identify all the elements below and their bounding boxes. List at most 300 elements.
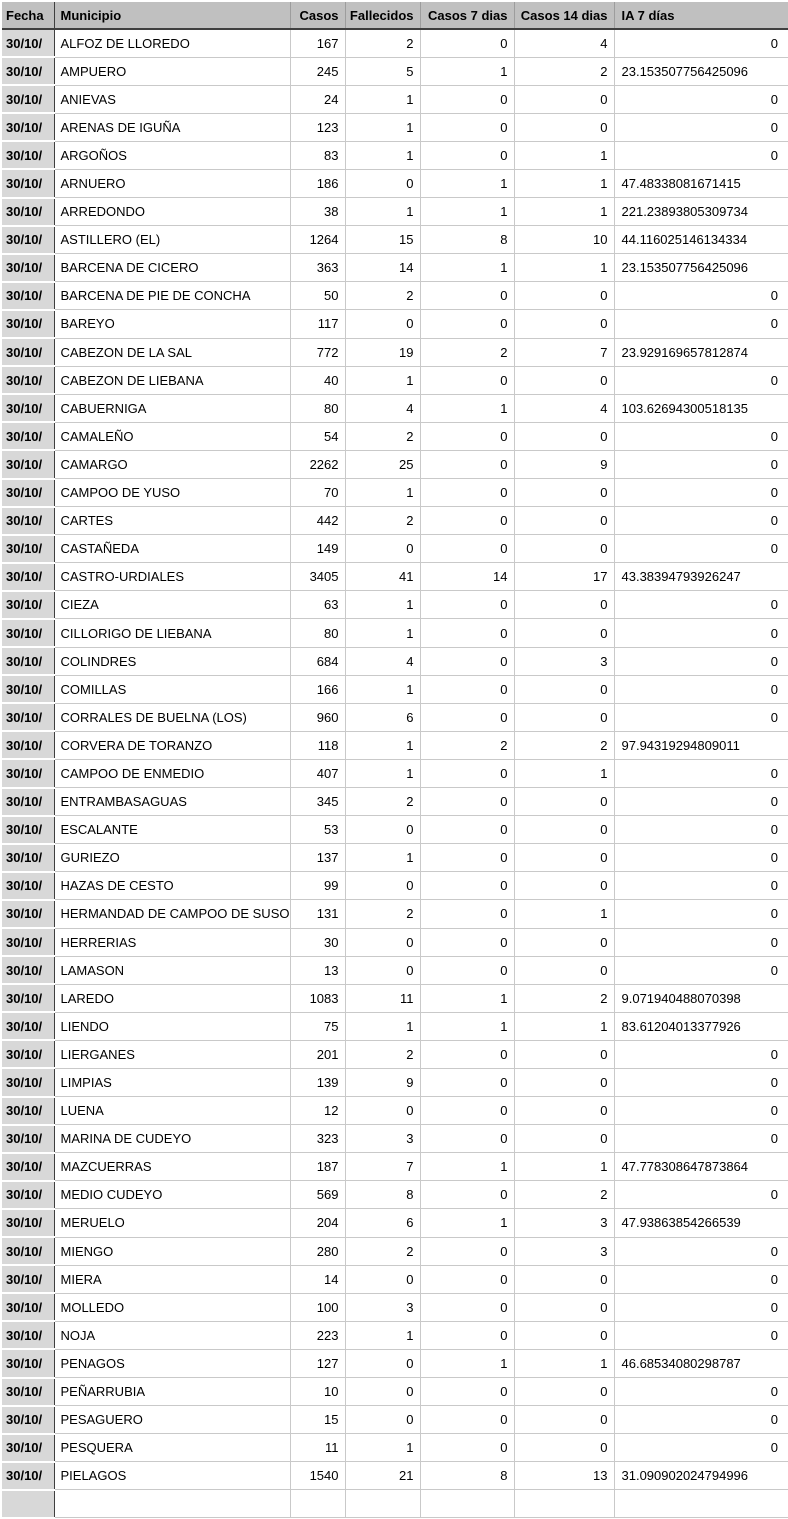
cell-casos-14-dias: 2 xyxy=(514,731,614,759)
cell-casos-14-dias: 0 xyxy=(514,928,614,956)
cell-fallecidos: 2 xyxy=(345,900,420,928)
cell-municipio: NOJA xyxy=(54,1321,290,1349)
cell-municipio: MIENGO xyxy=(54,1237,290,1265)
cell-fecha: 30/10/ xyxy=(2,619,54,647)
table-row xyxy=(2,57,788,85)
cell-fallecidos: 0 xyxy=(345,956,420,984)
cell-casos: 569 xyxy=(290,1181,345,1209)
cell-ia-7-dias: 0 xyxy=(614,1097,788,1125)
cell-fecha: 30/10/ xyxy=(2,422,54,450)
cell-fecha: 30/10/ xyxy=(2,647,54,675)
table-row xyxy=(2,1434,788,1462)
cell-fecha: 30/10/ xyxy=(2,141,54,169)
cell-ia-7-dias: 0 xyxy=(614,703,788,731)
cell-casos-7-dias: 2 xyxy=(420,338,514,366)
cell-casos: 245 xyxy=(290,57,345,85)
cell-municipio: BAREYO xyxy=(54,310,290,338)
cell-casos: 53 xyxy=(290,816,345,844)
cell-municipio: LUENA xyxy=(54,1097,290,1125)
cell-casos-7-dias: 1 xyxy=(420,1153,514,1181)
cell-casos: 40 xyxy=(290,366,345,394)
cell-municipio: MAZCUERRAS xyxy=(54,1153,290,1181)
table-row xyxy=(2,563,788,591)
column-header-fallecidos: Fallecidos xyxy=(345,2,420,29)
cell-fecha: 30/10/ xyxy=(2,675,54,703)
cell-fallecidos: 6 xyxy=(345,1209,420,1237)
cell-fallecidos: 1 xyxy=(345,759,420,787)
cell-municipio: ENTRAMBASAGUAS xyxy=(54,788,290,816)
cell-casos-14-dias: 0 xyxy=(514,1097,614,1125)
cell-casos-14-dias: 9 xyxy=(514,450,614,478)
cell-fecha: 30/10/ xyxy=(2,85,54,113)
cell-municipio: CAMARGO xyxy=(54,450,290,478)
cell-fallecidos: 1 xyxy=(345,1321,420,1349)
cell-casos: 15 xyxy=(290,1406,345,1434)
cell-casos: 123 xyxy=(290,113,345,141)
cell-municipio: LAMASON xyxy=(54,956,290,984)
cell-casos-7-dias: 0 xyxy=(420,1378,514,1406)
table-row xyxy=(2,169,788,197)
cell-municipio: BARCENA DE PIE DE CONCHA xyxy=(54,282,290,310)
cell-municipio: MARINA DE CUDEYO xyxy=(54,1125,290,1153)
cell-casos-14-dias: 1 xyxy=(514,141,614,169)
cell-casos-14-dias: 0 xyxy=(514,1068,614,1096)
cell-casos-7-dias: 0 xyxy=(420,675,514,703)
cell-casos: 70 xyxy=(290,479,345,507)
cell-casos-14-dias: 0 xyxy=(514,703,614,731)
cell-casos-14-dias: 0 xyxy=(514,535,614,563)
cell-casos-7-dias: 0 xyxy=(420,1321,514,1349)
cell-ia-7-dias: 103.62694300518135 xyxy=(614,394,788,422)
table-row xyxy=(2,900,788,928)
cell-casos: 80 xyxy=(290,394,345,422)
cell-municipio: BARCENA DE CICERO xyxy=(54,254,290,282)
cell-ia-7-dias: 0 xyxy=(614,85,788,113)
cell-casos-14-dias: 0 xyxy=(514,507,614,535)
cell-casos: 1264 xyxy=(290,226,345,254)
cell-fecha: 30/10/ xyxy=(2,1349,54,1377)
column-header-casos-7-dias: Casos 7 dias xyxy=(420,2,514,29)
cell-fallecidos: 11 xyxy=(345,984,420,1012)
cell-municipio: PEÑARRUBIA xyxy=(54,1378,290,1406)
table-row xyxy=(2,956,788,984)
cell-casos: 345 xyxy=(290,788,345,816)
table-row xyxy=(2,703,788,731)
cell-fallecidos: 2 xyxy=(345,788,420,816)
cell-fallecidos: 4 xyxy=(345,394,420,422)
cell-casos-7-dias: 1 xyxy=(420,394,514,422)
cell-casos-14-dias: 1 xyxy=(514,1349,614,1377)
cell-fecha: 30/10/ xyxy=(2,113,54,141)
cell-ia-7-dias: 0 xyxy=(614,141,788,169)
cell-casos-14-dias: 0 xyxy=(514,872,614,900)
cell-municipio: ESCALANTE xyxy=(54,816,290,844)
cell-ia-7-dias: 83.61204013377926 xyxy=(614,1012,788,1040)
table-row xyxy=(2,29,788,57)
cell-casos-7-dias: 0 xyxy=(420,310,514,338)
cell-fallecidos: 1 xyxy=(345,113,420,141)
cell-fallecidos: 0 xyxy=(345,816,420,844)
table-row xyxy=(2,338,788,366)
cell-casos-14-dias: 3 xyxy=(514,1237,614,1265)
cell-municipio: ARNUERO xyxy=(54,169,290,197)
cell-casos-7-dias: 1 xyxy=(420,169,514,197)
cell-ia-7-dias: 0 xyxy=(614,1040,788,1068)
table-row xyxy=(2,591,788,619)
cell-casos-7-dias: 0 xyxy=(420,872,514,900)
cell-ia-7-dias: 0 xyxy=(614,675,788,703)
cell-municipio: CABUERNIGA xyxy=(54,394,290,422)
column-header-fecha: Fecha xyxy=(2,2,54,29)
cell-ia-7-dias: 31.090902024794996 xyxy=(614,1462,788,1490)
cell-fecha: 30/10/ xyxy=(2,535,54,563)
cell-fecha: 30/10/ xyxy=(2,844,54,872)
table-row xyxy=(2,113,788,141)
cell-fecha: 30/10/ xyxy=(2,1068,54,1096)
cell-casos-14-dias: 1 xyxy=(514,254,614,282)
cell-fallecidos: 21 xyxy=(345,1462,420,1490)
cell-municipio: COMILLAS xyxy=(54,675,290,703)
cell-casos: 363 xyxy=(290,254,345,282)
cell-municipio: HAZAS DE CESTO xyxy=(54,872,290,900)
cell-fecha: 30/10/ xyxy=(2,956,54,984)
table-row xyxy=(2,731,788,759)
cell-fallecidos: 3 xyxy=(345,1293,420,1321)
cell-ia-7-dias: 0 xyxy=(614,450,788,478)
cell-casos-14-dias: 0 xyxy=(514,844,614,872)
cell-casos: 186 xyxy=(290,169,345,197)
cell-casos-7-dias: 1 xyxy=(420,1349,514,1377)
cell-municipio: CARTES xyxy=(54,507,290,535)
cell-casos-7-dias: 0 xyxy=(420,1125,514,1153)
cell-fecha: 30/10/ xyxy=(2,563,54,591)
cell-municipio xyxy=(54,1490,290,1518)
table-row xyxy=(2,1321,788,1349)
cell-casos-7-dias: 0 xyxy=(420,816,514,844)
cell-casos-7-dias: 0 xyxy=(420,788,514,816)
cell-fallecidos: 2 xyxy=(345,282,420,310)
cell-fecha: 30/10/ xyxy=(2,900,54,928)
table-row xyxy=(2,1068,788,1096)
cell-ia-7-dias: 0 xyxy=(614,1293,788,1321)
cell-fecha: 30/10/ xyxy=(2,1293,54,1321)
cell-fecha: 30/10/ xyxy=(2,1097,54,1125)
cell-ia-7-dias: 97.94319294809011 xyxy=(614,731,788,759)
cell-ia-7-dias: 0 xyxy=(614,816,788,844)
cell-ia-7-dias: 0 xyxy=(614,1378,788,1406)
cell-casos: 117 xyxy=(290,310,345,338)
cell-casos-7-dias: 0 xyxy=(420,1237,514,1265)
cell-casos-7-dias: 0 xyxy=(420,1406,514,1434)
cell-casos-7-dias: 2 xyxy=(420,731,514,759)
table-row xyxy=(2,310,788,338)
cell-fallecidos: 15 xyxy=(345,226,420,254)
cell-casos: 83 xyxy=(290,141,345,169)
table-row xyxy=(2,844,788,872)
cell-casos-7-dias: 1 xyxy=(420,198,514,226)
cell-municipio: AMPUERO xyxy=(54,57,290,85)
cell-casos: 24 xyxy=(290,85,345,113)
cell-casos-14-dias: 0 xyxy=(514,282,614,310)
cell-fallecidos: 25 xyxy=(345,450,420,478)
cell-casos-7-dias: 0 xyxy=(420,928,514,956)
table-row xyxy=(2,198,788,226)
cell-casos-14-dias: 17 xyxy=(514,563,614,591)
cell-casos-7-dias: 0 xyxy=(420,1181,514,1209)
cell-ia-7-dias: 0 xyxy=(614,366,788,394)
cell-casos-7-dias: 0 xyxy=(420,422,514,450)
cell-municipio: GURIEZO xyxy=(54,844,290,872)
header-row xyxy=(2,2,788,29)
cell-municipio: CASTRO-URDIALES xyxy=(54,563,290,591)
cell-fallecidos: 2 xyxy=(345,29,420,57)
cell-casos-14-dias: 0 xyxy=(514,1293,614,1321)
cell-ia-7-dias: 44.116025146134334 xyxy=(614,226,788,254)
cell-casos-14-dias: 3 xyxy=(514,1209,614,1237)
cell-casos-7-dias: 8 xyxy=(420,226,514,254)
cell-casos: 442 xyxy=(290,507,345,535)
cell-casos-7-dias: 0 xyxy=(420,619,514,647)
cell-casos: 167 xyxy=(290,29,345,57)
cell-casos: 3405 xyxy=(290,563,345,591)
cell-fallecidos xyxy=(345,1490,420,1518)
table-row xyxy=(2,1378,788,1406)
cell-fecha: 30/10/ xyxy=(2,1153,54,1181)
cell-casos: 131 xyxy=(290,900,345,928)
cell-casos-7-dias: 8 xyxy=(420,1462,514,1490)
cell-casos-7-dias: 0 xyxy=(420,1265,514,1293)
table-row xyxy=(2,1237,788,1265)
cell-fallecidos: 5 xyxy=(345,57,420,85)
cell-fecha: 30/10/ xyxy=(2,450,54,478)
cell-fallecidos: 0 xyxy=(345,928,420,956)
cell-casos-14-dias: 0 xyxy=(514,816,614,844)
table-row xyxy=(2,872,788,900)
cell-casos-14-dias: 0 xyxy=(514,619,614,647)
cell-fallecidos: 19 xyxy=(345,338,420,366)
cell-casos-7-dias: 0 xyxy=(420,759,514,787)
cell-fallecidos: 1 xyxy=(345,844,420,872)
table-row xyxy=(2,1040,788,1068)
cell-fallecidos: 0 xyxy=(345,872,420,900)
cell-fallecidos: 1 xyxy=(345,198,420,226)
cell-fallecidos: 7 xyxy=(345,1153,420,1181)
cell-fallecidos: 1 xyxy=(345,141,420,169)
cell-casos-7-dias: 0 xyxy=(420,450,514,478)
cell-ia-7-dias: 0 xyxy=(614,1068,788,1096)
cell-casos-7-dias: 0 xyxy=(420,703,514,731)
cell-municipio: CORVERA DE TORANZO xyxy=(54,731,290,759)
table-row xyxy=(2,675,788,703)
table-row xyxy=(2,984,788,1012)
cell-casos-14-dias: 0 xyxy=(514,1406,614,1434)
table-row xyxy=(2,788,788,816)
cell-fallecidos: 0 xyxy=(345,1097,420,1125)
cell-casos xyxy=(290,1490,345,1518)
cell-municipio: ASTILLERO (EL) xyxy=(54,226,290,254)
cell-casos: 14 xyxy=(290,1265,345,1293)
cell-fallecidos: 8 xyxy=(345,1181,420,1209)
cell-fecha: 30/10/ xyxy=(2,226,54,254)
cell-municipio: ALFOZ DE LLOREDO xyxy=(54,29,290,57)
cell-casos-14-dias: 0 xyxy=(514,85,614,113)
cell-fecha: 30/10/ xyxy=(2,984,54,1012)
cell-casos-7-dias: 0 xyxy=(420,85,514,113)
cell-ia-7-dias: 0 xyxy=(614,591,788,619)
cell-ia-7-dias: 0 xyxy=(614,928,788,956)
cell-fecha: 30/10/ xyxy=(2,1181,54,1209)
cell-casos-14-dias: 1 xyxy=(514,198,614,226)
cell-casos: 201 xyxy=(290,1040,345,1068)
cell-casos-7-dias: 0 xyxy=(420,900,514,928)
cell-casos-14-dias: 0 xyxy=(514,1265,614,1293)
cell-casos-14-dias: 1 xyxy=(514,1012,614,1040)
cell-casos: 166 xyxy=(290,675,345,703)
cell-casos-7-dias: 0 xyxy=(420,141,514,169)
cell-casos-7-dias: 0 xyxy=(420,113,514,141)
cell-ia-7-dias: 0 xyxy=(614,844,788,872)
cell-casos-7-dias: 0 xyxy=(420,507,514,535)
cell-casos: 38 xyxy=(290,198,345,226)
cell-casos-14-dias: 1 xyxy=(514,759,614,787)
cell-fecha: 30/10/ xyxy=(2,1462,54,1490)
cell-municipio: PIELAGOS xyxy=(54,1462,290,1490)
cell-fecha xyxy=(2,1490,54,1518)
table-row xyxy=(2,1462,788,1490)
cell-casos-7-dias xyxy=(420,1490,514,1518)
cell-casos-7-dias: 0 xyxy=(420,1097,514,1125)
table-row xyxy=(2,394,788,422)
cell-casos: 12 xyxy=(290,1097,345,1125)
cell-fecha: 30/10/ xyxy=(2,394,54,422)
cell-fecha: 30/10/ xyxy=(2,759,54,787)
cell-fallecidos: 1 xyxy=(345,591,420,619)
cell-casos-14-dias: 0 xyxy=(514,956,614,984)
cell-municipio: LIERGANES xyxy=(54,1040,290,1068)
table-row xyxy=(2,928,788,956)
cell-casos-7-dias: 0 xyxy=(420,535,514,563)
cell-ia-7-dias: 0 xyxy=(614,507,788,535)
cell-ia-7-dias xyxy=(614,1490,788,1518)
cell-casos: 11 xyxy=(290,1434,345,1462)
cell-fecha: 30/10/ xyxy=(2,366,54,394)
cell-fallecidos: 1 xyxy=(345,731,420,759)
cell-ia-7-dias: 0 xyxy=(614,310,788,338)
cell-ia-7-dias: 0 xyxy=(614,900,788,928)
cell-casos: 149 xyxy=(290,535,345,563)
table-row xyxy=(2,450,788,478)
cell-casos-14-dias xyxy=(514,1490,614,1518)
cell-fallecidos: 6 xyxy=(345,703,420,731)
cell-ia-7-dias: 0 xyxy=(614,29,788,57)
cell-casos: 137 xyxy=(290,844,345,872)
cell-casos-14-dias: 0 xyxy=(514,1378,614,1406)
column-header-ia-7-dias: IA 7 días xyxy=(614,2,788,29)
cell-casos-7-dias: 1 xyxy=(420,1012,514,1040)
cell-fecha: 30/10/ xyxy=(2,1321,54,1349)
cell-casos: 80 xyxy=(290,619,345,647)
cell-fallecidos: 1 xyxy=(345,1434,420,1462)
table-row xyxy=(2,619,788,647)
cell-municipio: CAMALEÑO xyxy=(54,422,290,450)
cell-ia-7-dias: 0 xyxy=(614,422,788,450)
cell-casos: 2262 xyxy=(290,450,345,478)
cell-ia-7-dias: 0 xyxy=(614,282,788,310)
cell-casos-14-dias: 10 xyxy=(514,226,614,254)
cell-casos-14-dias: 4 xyxy=(514,29,614,57)
cell-ia-7-dias: 0 xyxy=(614,1321,788,1349)
cell-municipio: CORRALES DE BUELNA (LOS) xyxy=(54,703,290,731)
column-header-casos-14-dias: Casos 14 dias xyxy=(514,2,614,29)
cell-fallecidos: 1 xyxy=(345,479,420,507)
cell-casos: 127 xyxy=(290,1349,345,1377)
table-row xyxy=(2,282,788,310)
cell-casos-14-dias: 3 xyxy=(514,647,614,675)
cell-casos: 280 xyxy=(290,1237,345,1265)
cell-municipio: CAMPOO DE YUSO xyxy=(54,479,290,507)
cell-municipio: CIEZA xyxy=(54,591,290,619)
cell-municipio: ARENAS DE IGUÑA xyxy=(54,113,290,141)
cell-casos-14-dias: 0 xyxy=(514,675,614,703)
cell-ia-7-dias: 0 xyxy=(614,1406,788,1434)
cell-casos-7-dias: 1 xyxy=(420,984,514,1012)
cell-casos-14-dias: 0 xyxy=(514,422,614,450)
cell-fallecidos: 2 xyxy=(345,1040,420,1068)
cell-ia-7-dias: 46.68534080298787 xyxy=(614,1349,788,1377)
table-row xyxy=(2,1406,788,1434)
cell-casos-7-dias: 0 xyxy=(420,647,514,675)
cell-fecha: 30/10/ xyxy=(2,1378,54,1406)
cell-municipio: CABEZON DE LIEBANA xyxy=(54,366,290,394)
cell-casos: 54 xyxy=(290,422,345,450)
table-row xyxy=(2,1265,788,1293)
cell-fecha: 30/10/ xyxy=(2,507,54,535)
table-row xyxy=(2,759,788,787)
cell-fallecidos: 0 xyxy=(345,1349,420,1377)
cell-fecha: 30/10/ xyxy=(2,169,54,197)
cell-municipio: MERUELO xyxy=(54,1209,290,1237)
cell-casos: 323 xyxy=(290,1125,345,1153)
cell-ia-7-dias: 0 xyxy=(614,479,788,507)
column-header-casos: Casos xyxy=(290,2,345,29)
cell-municipio: COLINDRES xyxy=(54,647,290,675)
cell-casos-7-dias: 0 xyxy=(420,479,514,507)
cell-fecha: 30/10/ xyxy=(2,1406,54,1434)
cell-casos-14-dias: 0 xyxy=(514,479,614,507)
cell-casos-14-dias: 0 xyxy=(514,366,614,394)
table-row xyxy=(2,1153,788,1181)
cell-fallecidos: 9 xyxy=(345,1068,420,1096)
cell-casos-14-dias: 0 xyxy=(514,310,614,338)
cell-fallecidos: 41 xyxy=(345,563,420,591)
cell-casos: 75 xyxy=(290,1012,345,1040)
table-row xyxy=(2,254,788,282)
table-row xyxy=(2,85,788,113)
cell-casos-14-dias: 2 xyxy=(514,984,614,1012)
cell-fecha: 30/10/ xyxy=(2,591,54,619)
table-row xyxy=(2,1293,788,1321)
cell-municipio: LAREDO xyxy=(54,984,290,1012)
cell-casos-7-dias: 1 xyxy=(420,254,514,282)
cell-ia-7-dias: 0 xyxy=(614,759,788,787)
cell-ia-7-dias: 43.38394793926247 xyxy=(614,563,788,591)
cell-casos: 30 xyxy=(290,928,345,956)
cell-ia-7-dias: 0 xyxy=(614,1265,788,1293)
cell-fecha: 30/10/ xyxy=(2,198,54,226)
cell-municipio: LIMPIAS xyxy=(54,1068,290,1096)
cell-fallecidos: 2 xyxy=(345,507,420,535)
cell-ia-7-dias: 47.48338081671415 xyxy=(614,169,788,197)
